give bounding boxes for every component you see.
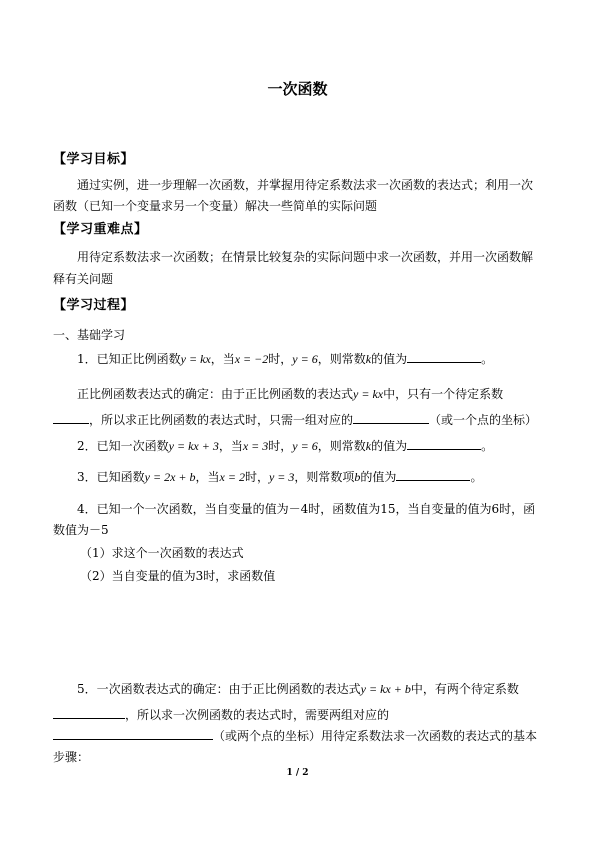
q1-equation-function: y = kx — [180, 352, 211, 366]
q2-text-a: 2．已知一次函数 — [77, 439, 169, 453]
q1-text-c: 时， — [268, 352, 293, 366]
q2-equation-function: y = kx + 3 — [168, 439, 219, 453]
q5-text-b: 中，有两个待定系数 — [410, 682, 519, 696]
question-3 — [77, 468, 482, 485]
q1-equation-y: y = 6 — [292, 352, 318, 366]
q2-text-e: 的值为 — [371, 439, 408, 453]
answer-blank[interactable] — [53, 727, 213, 740]
q4-subquestion-2: （2）当自变量的值为3时，求函数值 — [80, 569, 276, 583]
q4-subquestion-1: （1）求这个一次函数的表达式 — [80, 546, 244, 560]
goal-heading: 【学习目标】 — [53, 152, 135, 167]
note-text-b: 中，只有一个待定系数 — [383, 387, 504, 401]
note-text-d: （或一个点的坐标） — [429, 413, 538, 427]
question-2 — [77, 437, 493, 454]
q3-text-e: 的值为 — [360, 470, 397, 484]
note-line1 — [77, 385, 503, 402]
q5-text-d: （或两个点的坐标）用待定系数法求一次函数的表达式的基本 — [213, 729, 538, 743]
q2-text-b: ，当 — [218, 439, 243, 453]
answer-blank[interactable] — [396, 468, 470, 481]
answer-blank[interactable] — [407, 350, 481, 363]
q3-equation-x: x = 2 — [219, 470, 245, 484]
q1-text-d: ，则常数 — [317, 352, 366, 366]
q2-text-d: ，则常数 — [317, 439, 366, 453]
part-heading: 一、基础学习 — [53, 328, 126, 342]
q3-variable-b: b — [354, 470, 361, 484]
note-text-a: 正比例函数表达式的确定：由于正比例函数的表达式 — [77, 387, 354, 401]
q5-text-a: 5．一次函数表达式的确定：由于正比例函数的表达式 — [77, 682, 361, 696]
question-5-line1 — [77, 680, 519, 697]
answer-blank[interactable] — [407, 437, 481, 450]
q1-text-e: 的值为 — [371, 352, 408, 366]
q1-text-f: 。 — [481, 352, 494, 366]
answer-blank[interactable] — [53, 411, 89, 424]
q3-text-f: 。 — [470, 470, 483, 484]
goal-text-line1: 通过实例，进一步理解一次函数，并掌握用待定系数法求一次函数的表达式；利用一次 — [77, 178, 534, 192]
answer-blank[interactable] — [53, 706, 125, 719]
q5-text-c: ，所以求一次例函数的表达式时，需要两组对应的 — [125, 708, 390, 722]
q3-equation-y: y = 3 — [268, 470, 295, 484]
answer-blank[interactable] — [353, 411, 429, 424]
question-1 — [77, 350, 493, 367]
q3-equation-function: y = 2x + b — [144, 470, 196, 484]
q2-text-f: 。 — [481, 439, 494, 453]
q3-text-a: 3．已知函数 — [77, 470, 145, 484]
page-title: 一次函数 — [267, 80, 328, 98]
q4-line1: 4．已知一个一次函数，当自变量的值为－4时，函数值为15，当自变量的值为6时，函 — [77, 502, 536, 516]
note-text-c: ，所以求正比例函数的表达式时，只需一组对应的 — [89, 413, 354, 427]
question-5-line3 — [53, 727, 537, 744]
question-5-line2 — [53, 706, 389, 723]
focus-text-line2: 释有关问题 — [53, 272, 114, 286]
focus-text-line1: 用待定系数法求一次函数；在情景比较复杂的实际问题中求一次函数，并用一次函数解 — [77, 250, 534, 264]
q3-text-d: ，则常数项 — [294, 470, 355, 484]
q3-text-b: ，当 — [195, 470, 220, 484]
question-5-line4: 步骤： — [53, 750, 90, 764]
q2-text-c: 时， — [268, 439, 293, 453]
q2-equation-x: x = 3 — [242, 439, 269, 453]
q2-equation-y: y = 6 — [292, 439, 318, 453]
focus-heading: 【学习重难点】 — [53, 222, 148, 237]
q1-text-b: ，当 — [210, 352, 235, 366]
q2-variable-k: k — [365, 439, 372, 453]
q4-line2: 数值为－5 — [53, 523, 109, 537]
q1-equation-x: x = −2 — [234, 352, 269, 366]
process-heading: 【学习过程】 — [53, 298, 135, 313]
note-equation: y = kx — [353, 387, 384, 401]
q3-text-c: 时， — [244, 470, 269, 484]
q1-variable-k: k — [365, 352, 372, 366]
page-number: 1 / 2 — [286, 768, 309, 778]
note-line2 — [53, 411, 537, 428]
goal-text-line2: 函数（已知一个变量求另一个变量）解决一些简单的实际问题 — [53, 199, 378, 213]
q1-text-a: 1．已知正比例函数 — [77, 352, 181, 366]
q5-equation: y = kx + b — [360, 682, 411, 696]
